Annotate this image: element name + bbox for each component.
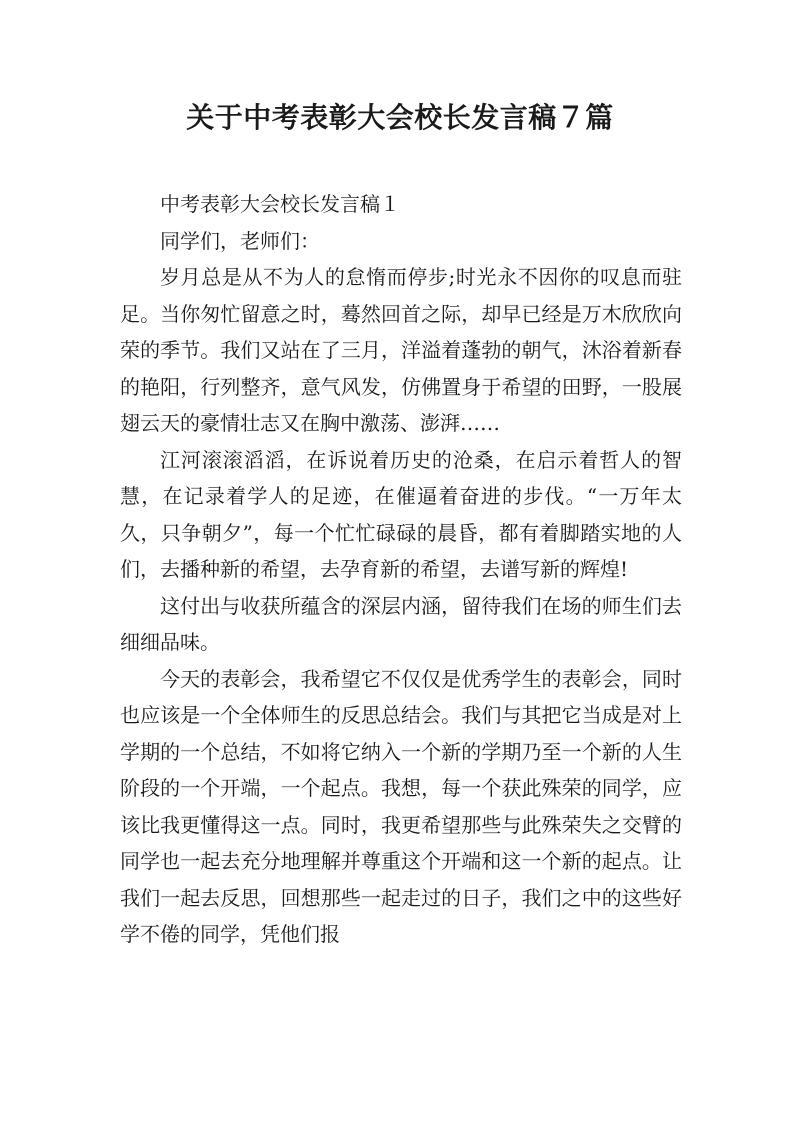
section-heading: 中考表彰大会校长发言稿１ <box>160 192 400 216</box>
document-title: 关于中考表彰大会校长发言稿７篇 <box>186 101 614 134</box>
paragraph: 这付出与收获所蕴含的深层内涵，留待我们在场的师生们去细细品味。 <box>120 593 682 654</box>
paragraph: 江河滚滚滔滔，在诉说着历史的沧桑，在启示着哲人的智慧，在记录着学人的足迹，在催逼着奋进的步伐。“一万年太久，只争朝夕”，每一个忙忙碌碌的晨昏，都有着脚踏实地的人们，去播种新的希望，去孕育新的希望，去谱写新的辉煌! <box>120 447 682 581</box>
document-body <box>120 186 682 953</box>
salutation: 同学们，老师们： <box>160 228 320 253</box>
paragraph: 岁月总是从不为人的怠惰而停步;时光永不因你的叹息而驻足。当你匆忙留意之时，蓦然回首之际，却早已经是万木欣欣向荣的季节。我们又站在了三月，洋溢着蓬勃的朝气，沐浴着新春的艳阳，行列整齐，意气风发，仿佛置身于希望的田野，一股展翅云天的豪情壮志又在胸中激荡、澎湃…… <box>120 265 682 435</box>
paragraph: 今天的表彰会，我希望它不仅仅是优秀学生的表彰会，同时也应该是一个全体师生的反思总结会。我们与其把它当成是对上学期的一个总结，不如将它纳入一个新的学期乃至一个新的人生阶段的一个开端，一个起点。我想，每一个获此殊荣的同学，应该比我更懂得这一点。同时，我更希望那些与此殊荣失之交臂的同学也一起去充分地理解并尊重这个开端和这一个新的起点。让我们一起去反思，回想那些一起走过的日子，我们之中的这些好学不倦的同学，凭他们报 <box>120 666 682 946</box>
